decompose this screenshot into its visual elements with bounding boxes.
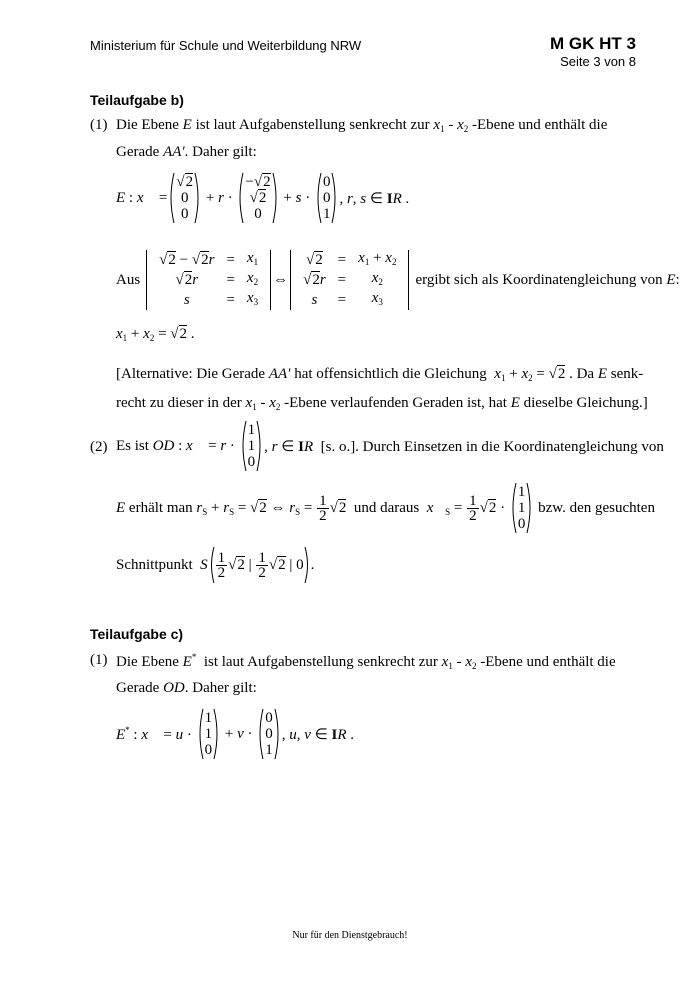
b2-text-line1: Es ist OD : x⃗ = r · 1 1 0 , r ∈ IR [s. o.]. Durch Einsetzen in die Koordinatengleichung von [116, 422, 664, 470]
heading-part-b: Teilaufgabe b) [90, 92, 184, 108]
b1-alternative-line2: recht zu dieser in der $x_1 - x_2$ -Ebene verlaufenden Geraden ist, hat E dieselbe Gleichung.] [116, 395, 648, 412]
b1-alternative-line1: [Alternative: Die Gerade AA′ hat offensichtlich die Gleichung $x_1 + x_2 = √2$ . Da E senk- [116, 366, 644, 383]
vector-xs: 1 1 0 [509, 482, 535, 534]
aus-suffix: ergibt sich als Koordinatengleichung von E: [415, 271, 680, 288]
item-number-c1: (1) [90, 652, 108, 668]
c1-text-line1: Die Ebene E* ist laut Aufgabenstellung senkrecht zur $x_1 - x_2$ -Ebene und enthält die [116, 652, 616, 671]
vector-direction-s: 0 0 1 [314, 172, 340, 224]
system-left: √2 − √2r = $x_1$ √2r = $x_2$ s = $x_3$ [146, 250, 271, 310]
c1-text-line2: Gerade OD. Daher gilt: [116, 680, 257, 696]
vector-a: √2 0 0 [167, 172, 202, 224]
vector-v: 0 0 1 [256, 708, 282, 760]
vector-direction-r: −√2 √2 0 [236, 172, 279, 224]
c1-plane-equation: E* : x⃗ = u · 1 1 0 + v · 0 0 1 , u, v ∈ IR . [116, 710, 355, 758]
b2-text-line2: E erhält man $r_S + r_S = √2$ ⇔ $r_S$ = $\frac{1}{2}$ √2 und daraus $x⃗_S$ = $\frac{1}{2}$ √2 · 1 1 0 bzw. den gesuchten [116, 484, 655, 532]
vector-u: 1 1 0 [196, 708, 222, 760]
vector-od: 1 1 0 [239, 420, 265, 472]
item-number-b2: (2) [90, 439, 108, 455]
b2-text-line3: Schnittpunkt S $\frac{1}{2}$ √2 | $\frac{1}{2}$ √2 | 0 . [116, 546, 314, 584]
page-number: Seite 3 von 8 [560, 54, 636, 69]
heading-part-c: Teilaufgabe c) [90, 626, 184, 642]
b1-text-line2: Gerade AA′. Daher gilt: [116, 144, 257, 160]
item-number-b1: (1) [90, 117, 108, 133]
system-right: √2 = $x_1 + x_2$ √2r = $x_2$ s = $x_3$ [290, 250, 409, 310]
b1-text-line1: Die Ebene E ist laut Aufgabenstellung senkrecht zur $x_1 - x_2$ -Ebene und enthält die [116, 117, 608, 134]
aus-label: Aus [116, 271, 141, 288]
b1-coordinate-equation: $x_1 + x_2 = √2$ . [116, 326, 195, 343]
ministry-label: Ministerium für Schule und Weiterbildung NRW [90, 38, 362, 53]
b1-linear-system: Aus √2 − √2r = $x_1$ √2r = $x_2$ s = $x_3$ ⇔ √2 = $x_1 + x_2$ √2r = $x_2$ s = $x_3$ ergibt sich als Koordinatengleichung von E: [116, 250, 680, 308]
footer-note: Nur für den Dienstgebrauch! [292, 930, 408, 941]
b1-plane-equation: E : x⃗ = √2 0 0 + r · −√2 √2 0 + s · 0 0 1 , r, s ∈ IR . [116, 174, 410, 222]
exam-code: M GK HT 3 [550, 34, 636, 53]
